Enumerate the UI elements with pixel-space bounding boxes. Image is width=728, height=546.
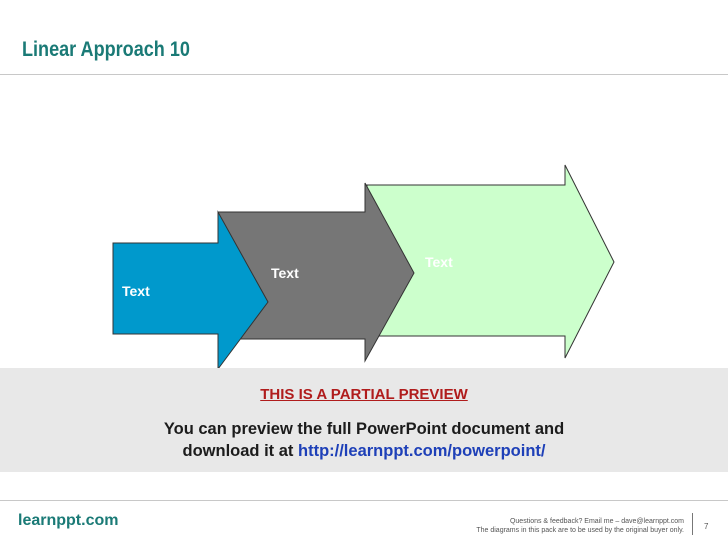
footer-divider	[0, 500, 728, 501]
footer-logo: learnppt.com	[18, 512, 119, 529]
preview-message	[100, 418, 628, 462]
footer-separator	[692, 513, 693, 535]
arrow-3-label: Text	[425, 254, 453, 270]
footer-note	[476, 517, 684, 535]
preview-line-2-prefix: download it at	[182, 442, 298, 460]
footer-note-line-2: The diagrams in this pack are to be used by the original buyer only.	[476, 527, 684, 534]
powerpoint-link[interactable]: http://learnppt.com/powerpoint/	[298, 442, 546, 460]
preview-line-2	[100, 440, 628, 462]
preview-line-1: You can preview the full PowerPoint document and	[163, 420, 565, 438]
arrow-1-label: Text	[122, 283, 150, 299]
footer-note-line-1: Questions & feedback? Email me – dave@learnppt.com	[509, 518, 684, 525]
arrow-2-label: Text	[271, 265, 299, 281]
page-number: 7	[704, 522, 709, 531]
slide-title: Linear Approach 10	[22, 38, 190, 61]
preview-heading: THIS IS A PARTIAL PREVIEW	[260, 386, 468, 403]
